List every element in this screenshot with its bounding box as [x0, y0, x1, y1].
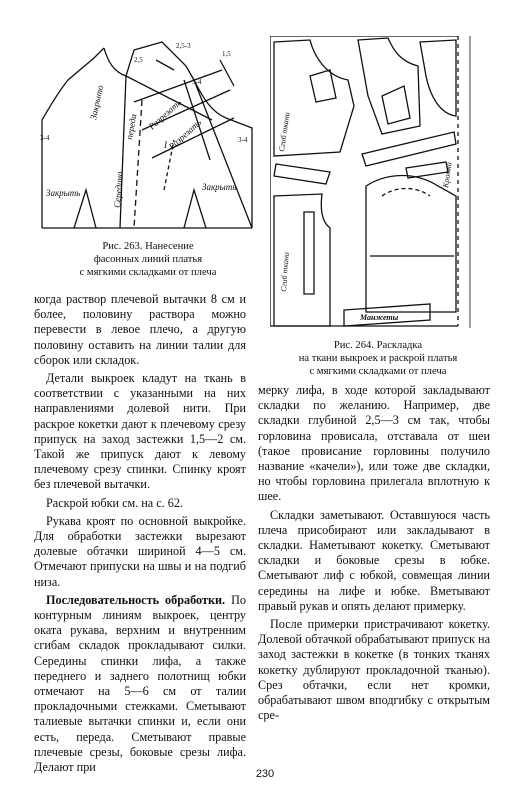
label-sgib-tkani: Сгиб ткани — [277, 111, 292, 153]
measure-3: 3-4 — [192, 78, 202, 86]
label-zakryt-right: Закрыть — [202, 182, 237, 192]
paragraph: мерку лифа, в ходе которой закладывают складки по желанию. Например, две складки глубиной 2,5—3 см так, чтобы горловина провисала, отставала от шеи (такое провисание горловины получило название «качели»), или тоже две складки, но чтобы горловина прилегала вплотную к шее. — [258, 383, 490, 504]
right-text-column — [258, 383, 490, 723]
label-kromka: Кромка — [441, 161, 454, 189]
caption-line: Рис. 264. Раскладка — [333, 340, 423, 351]
label-pereda: переда — [124, 113, 139, 141]
label-sgib-tkani-2: Сгиб ткани — [279, 251, 291, 293]
caption-line: на ткани выкроек и раскрой платья — [298, 353, 458, 364]
figure-263-caption — [30, 240, 266, 279]
label-razrez-1: Разрезать — [146, 97, 184, 132]
measure-4: 2,5-3 — [176, 42, 191, 50]
section-heading: Последовательность обработки. — [46, 592, 226, 607]
label-zakryto-top: Закрыто — [88, 84, 106, 121]
label-roman-one: I — [164, 140, 167, 150]
paragraph: Складки заметывают. Оставшуюся часть плеча присобирают или закладывают в складки. Наметывают кокетку. Сметывают складки и боковые срезы в юбке. Сметывают лиф с юбкой, совмещая линии середины на лифе и юбке. Вметывают правый рукав и опять делают примерку. — [258, 507, 490, 613]
paragraph-sequence — [34, 593, 246, 775]
figure-264-caption — [260, 339, 496, 378]
label-manzhety: Манжеты — [360, 313, 399, 322]
paragraph: Детали выкроек кладут на ткань в соответствии с указанными на них направлениями долевой нити. При раскрое кокетки дают к плечевому срезу припуск на заход застежки 1,5—2 см. Такой же припуск дают к левому плечевому срезу спинки. Спинку кроят без плечевой вытачки. — [34, 371, 246, 492]
figure-263-pattern-drawing — [34, 40, 260, 232]
paragraph: После примерки пристрачивают кокетку. Долевой обтачкой обрабатывают припуск на заход застежки в кокетке (в тонких тканях кокетку дублируют прокладочной тканью). Срез обтачки, если нет кромки, обрабатывают швом вподгибку с открытым сре- — [258, 617, 490, 723]
paragraph: Рукава кроят по основной выкройке. Для обработки застежки вырезают долевые обтачки шириной 4—5 см. Отмечают припуски на швы и на подгиб низа. — [34, 513, 246, 589]
paragraph-text: По контурным линиям выкроек, центру оката рукава, верхним и внутренним сгибам складок прокладывают силки. Середины спинки лифа, а также переднего и заднего полотнищ юбки отмечают на 5—6 см от талии прокладочными стежками. Сметывают талиевые вытачки спинки и, если они есть, переда. Сметывают правые плечевые срезы, боковые срезы лифа. Делают при — [34, 592, 246, 775]
paragraph: когда раствор плечевой вытачки 8 см и более, половину раствора можно перевести в левое плечо, а другую половину оставить на линии талии для сборок или складок. — [34, 292, 246, 367]
paragraph: Раскрой юбки см. на с. 62. — [46, 495, 184, 510]
caption-line: Рис. 263. Нанесение — [102, 241, 194, 252]
label-zakryt-left: Закрыть — [46, 188, 81, 198]
label-sredina: Середина — [112, 171, 125, 209]
measure-6: 1,5 — [222, 50, 231, 58]
label-razrez-2: Разрезать — [166, 117, 204, 152]
caption-line: с мягкими складками от плеча — [79, 267, 217, 278]
page-number: 230 — [255, 768, 275, 780]
left-text-column — [34, 292, 246, 775]
figure-264-layout-drawing — [270, 36, 482, 328]
measure-5: 3-4 — [238, 136, 248, 144]
measure-2: 2,5 — [134, 56, 143, 64]
measure-1: 3-4 — [40, 134, 50, 142]
caption-line: с мягкими складками от плеча — [309, 366, 447, 377]
caption-line: фасонных линий платья — [93, 254, 203, 265]
